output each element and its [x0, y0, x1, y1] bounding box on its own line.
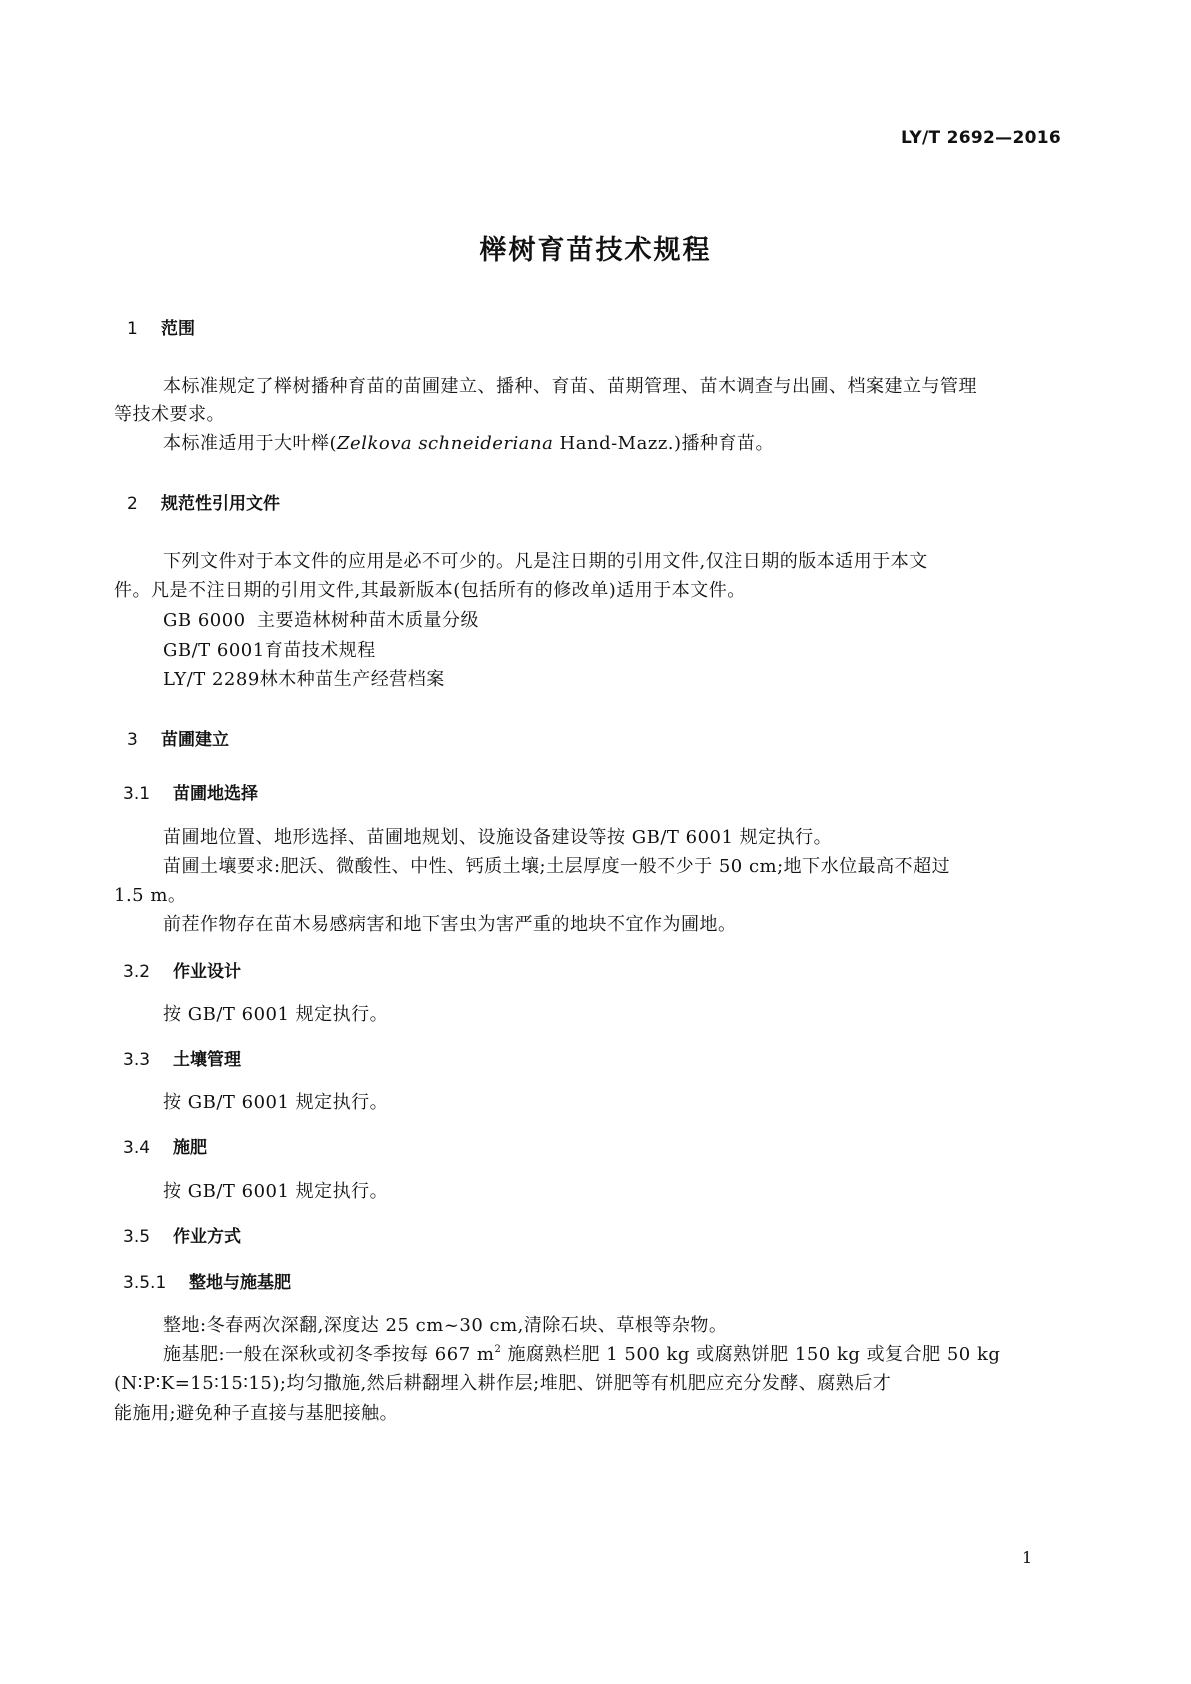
section-title: 苗圃建立: [161, 730, 229, 750]
superscript: 2: [494, 1344, 502, 1355]
paragraph-line: 能施用;避免种子直接与基肥接触。: [114, 1403, 399, 1424]
section-number: 3.2: [123, 962, 151, 982]
paragraph-line: 苗圃地位置、地形选择、苗圃地规划、设施设备建设等按 GB/T 6001 规定执行。: [163, 827, 833, 848]
section-3-5-1-heading: [123, 1268, 291, 1293]
section-title: 整地与施基肥: [189, 1273, 291, 1293]
paragraph-line: 按 GB/T 6001 规定执行。: [163, 1181, 389, 1202]
section-title: 土壤管理: [173, 1050, 241, 1070]
paragraph-line: 按 GB/T 6001 规定执行。: [163, 1092, 389, 1113]
reference-item: [163, 636, 376, 662]
section-number: 3: [127, 730, 138, 750]
section-2-heading: [127, 489, 280, 514]
reference-item: [163, 665, 445, 691]
paragraph-line: 苗圃土壤要求:肥沃、微酸性、中性、钙质土壤;土层厚度一般不少于 50 cm;地下水位最高不超过: [163, 856, 951, 877]
reference-name: 林木种苗生产经营档案: [259, 669, 445, 690]
section-title: 范围: [161, 319, 195, 339]
fertilizer-line: [163, 1340, 1000, 1366]
section-3-5-heading: [123, 1222, 241, 1247]
section-title: 作业设计: [173, 962, 241, 982]
section-number: 3.3: [123, 1050, 151, 1070]
paragraph-line: 等技术要求。: [114, 404, 225, 425]
paragraph-line: 本标准规定了榉树播种育苗的苗圃建立、播种、育苗、苗期管理、苗木调查与出圃、档案建立与管理: [163, 376, 977, 397]
reference-code: GB 6000: [163, 610, 246, 631]
section-3-heading: [127, 725, 229, 750]
scientific-name: Zelkova schneideriana: [337, 433, 554, 454]
section-number: 2: [127, 494, 138, 514]
paragraph-line: (N∶P∶K=15∶15∶15);均匀撒施,然后耕翻埋入耕作层;堆肥、饼肥等有机肥应充分发酵、腐熟后才: [114, 1373, 892, 1394]
reference-item: [163, 606, 479, 632]
reference-code: GB/T 6001: [163, 640, 265, 661]
section-number: 3.5.1: [123, 1273, 167, 1293]
paragraph-line: 1.5 m。: [114, 885, 187, 906]
section-3-2-heading: [123, 957, 241, 982]
section-3-4-heading: [123, 1133, 207, 1158]
reference-name: 育苗技术规程: [264, 640, 376, 661]
scope-paragraph: [163, 429, 774, 455]
page-number: 1: [1022, 1548, 1033, 1567]
text-segment: 本标准适用于大叶榉(: [163, 433, 338, 454]
reference-name: 主要造林树种苗木质量分级: [257, 610, 479, 631]
text-segment: 施腐熟栏肥 1 500 kg 或腐熟饼肥 150 kg 或复合肥 50 kg: [501, 1344, 1001, 1365]
section-title: 规范性引用文件: [161, 494, 280, 514]
paragraph-line: 件。凡是不注日期的引用文件,其最新版本(包括所有的修改单)适用于本文件。: [114, 580, 746, 601]
text-segment: 施基肥:一般在深秋或初冬季按每 667 m: [163, 1344, 495, 1365]
section-number: 3.1: [123, 784, 151, 804]
reference-code: LY/T 2289: [163, 669, 260, 690]
section-title: 作业方式: [173, 1227, 241, 1247]
section-number: 3.5: [123, 1227, 151, 1247]
document-code: LY/T 2692—2016: [900, 128, 1061, 148]
section-number: 3.4: [123, 1138, 151, 1158]
page-title: 榉树育苗技术规程: [479, 235, 712, 266]
section-title: 苗圃地选择: [173, 784, 258, 804]
section-3-3-heading: [123, 1045, 241, 1070]
paragraph-line: 下列文件对于本文件的应用是必不可少的。凡是注日期的引用文件,仅注日期的版本适用于本文: [163, 551, 928, 572]
section-number: 1: [127, 319, 138, 339]
section-3-1-heading: [123, 779, 258, 804]
paragraph-line: 前茬作物存在苗木易感病害和地下害虫为害严重的地块不宜作为圃地。: [163, 914, 737, 935]
text-segment: Hand-Mazz.)播种育苗。: [553, 433, 775, 454]
paragraph-line: 整地:冬春两次深翻,深度达 25 cm~30 cm,清除石块、草根等杂物。: [163, 1315, 728, 1336]
section-title: 施肥: [173, 1138, 207, 1158]
paragraph-line: 按 GB/T 6001 规定执行。: [163, 1004, 389, 1025]
section-1-heading: [127, 314, 195, 339]
